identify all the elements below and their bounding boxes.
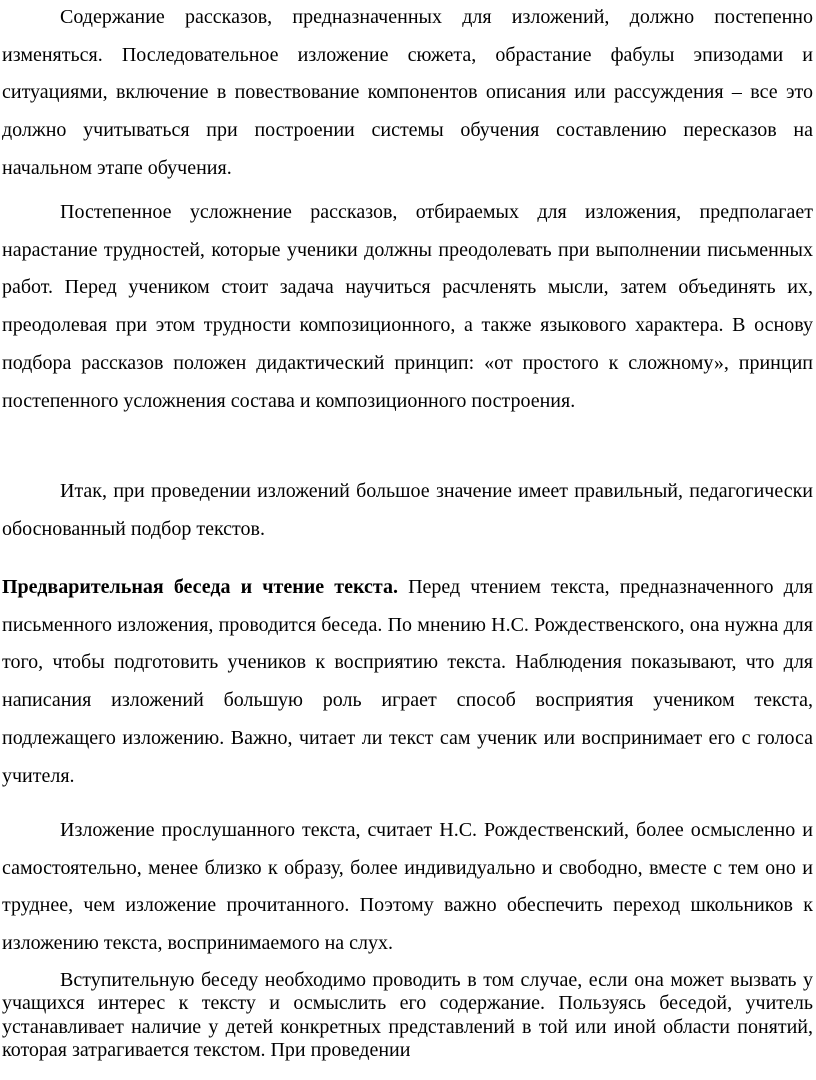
paragraph-conclusion: Итак, при проведении изложений большое значение имеет правильный, педагогически обоснованный подбор текстов. [2, 480, 813, 540]
section-text: Перед чтением текста, предназначенного для письменного изложения, проводится беседа. По мнению Н.С. Рождественского, она нужна для того, чтобы подготовить учеников к восприятию текста. Наблюдения показывают, что для написания изложений большую роль играет способ восприятия учеником текста, подлежащего изложению. Важно, читает ли текст сам ученик или воспринимает его с голоса учителя. [2, 576, 813, 787]
section-heading: Предварительная беседа и чтение текста. [2, 576, 398, 598]
paragraph-content-change: Содержание рассказов, предназначенных для изложений, должно постепенно изменяться. Последовательное изложение сюжета, обрастание фабулы эпизодами и ситуациями, включение в повествование компонентов описания или рассуждения – все это должно учитываться при построении системы обучения составлению пересказов на начальном этапе обучения. [2, 6, 813, 179]
paragraph-gradual-complication: Постепенное усложнение рассказов, отбираемых для изложения, предполагает нарастание трудностей, которые ученики должны преодолевать при выполнении письменных работ. Перед учеником стоит задача научиться расчленять мысли, затем объединять их, преодолевая при этом трудности композиционного, а также языкового характера. В основу подбора рассказов положен дидактический принцип: «от простого к сложному», принцип постепенного усложнения состава и композиционного построения. [2, 201, 813, 412]
section-preliminary-talk [2, 569, 813, 795]
paragraph-listening-retelling: Изложение прослушанного текста, считает Н.С. Рождественский, более осмысленно и самостоятельно, менее близко к образу, более индивидуально и свободно, вместе с тем оно и труднее, чем изложение прочитанного. Поэтому важно обеспечить переход школьников к изложению текста, воспринимаемого на слух. [2, 819, 813, 955]
paragraph-introductory-talk: Вступительную беседу необходимо проводить в том случае, если она может вызвать у учащихся интерес к тексту и осмыслить его содержание. Пользуясь беседой, учитель устанавливает наличие у детей конкретных представлений в той или иной области понятий, которая затрагивается текстом. При проведении [2, 969, 813, 1061]
